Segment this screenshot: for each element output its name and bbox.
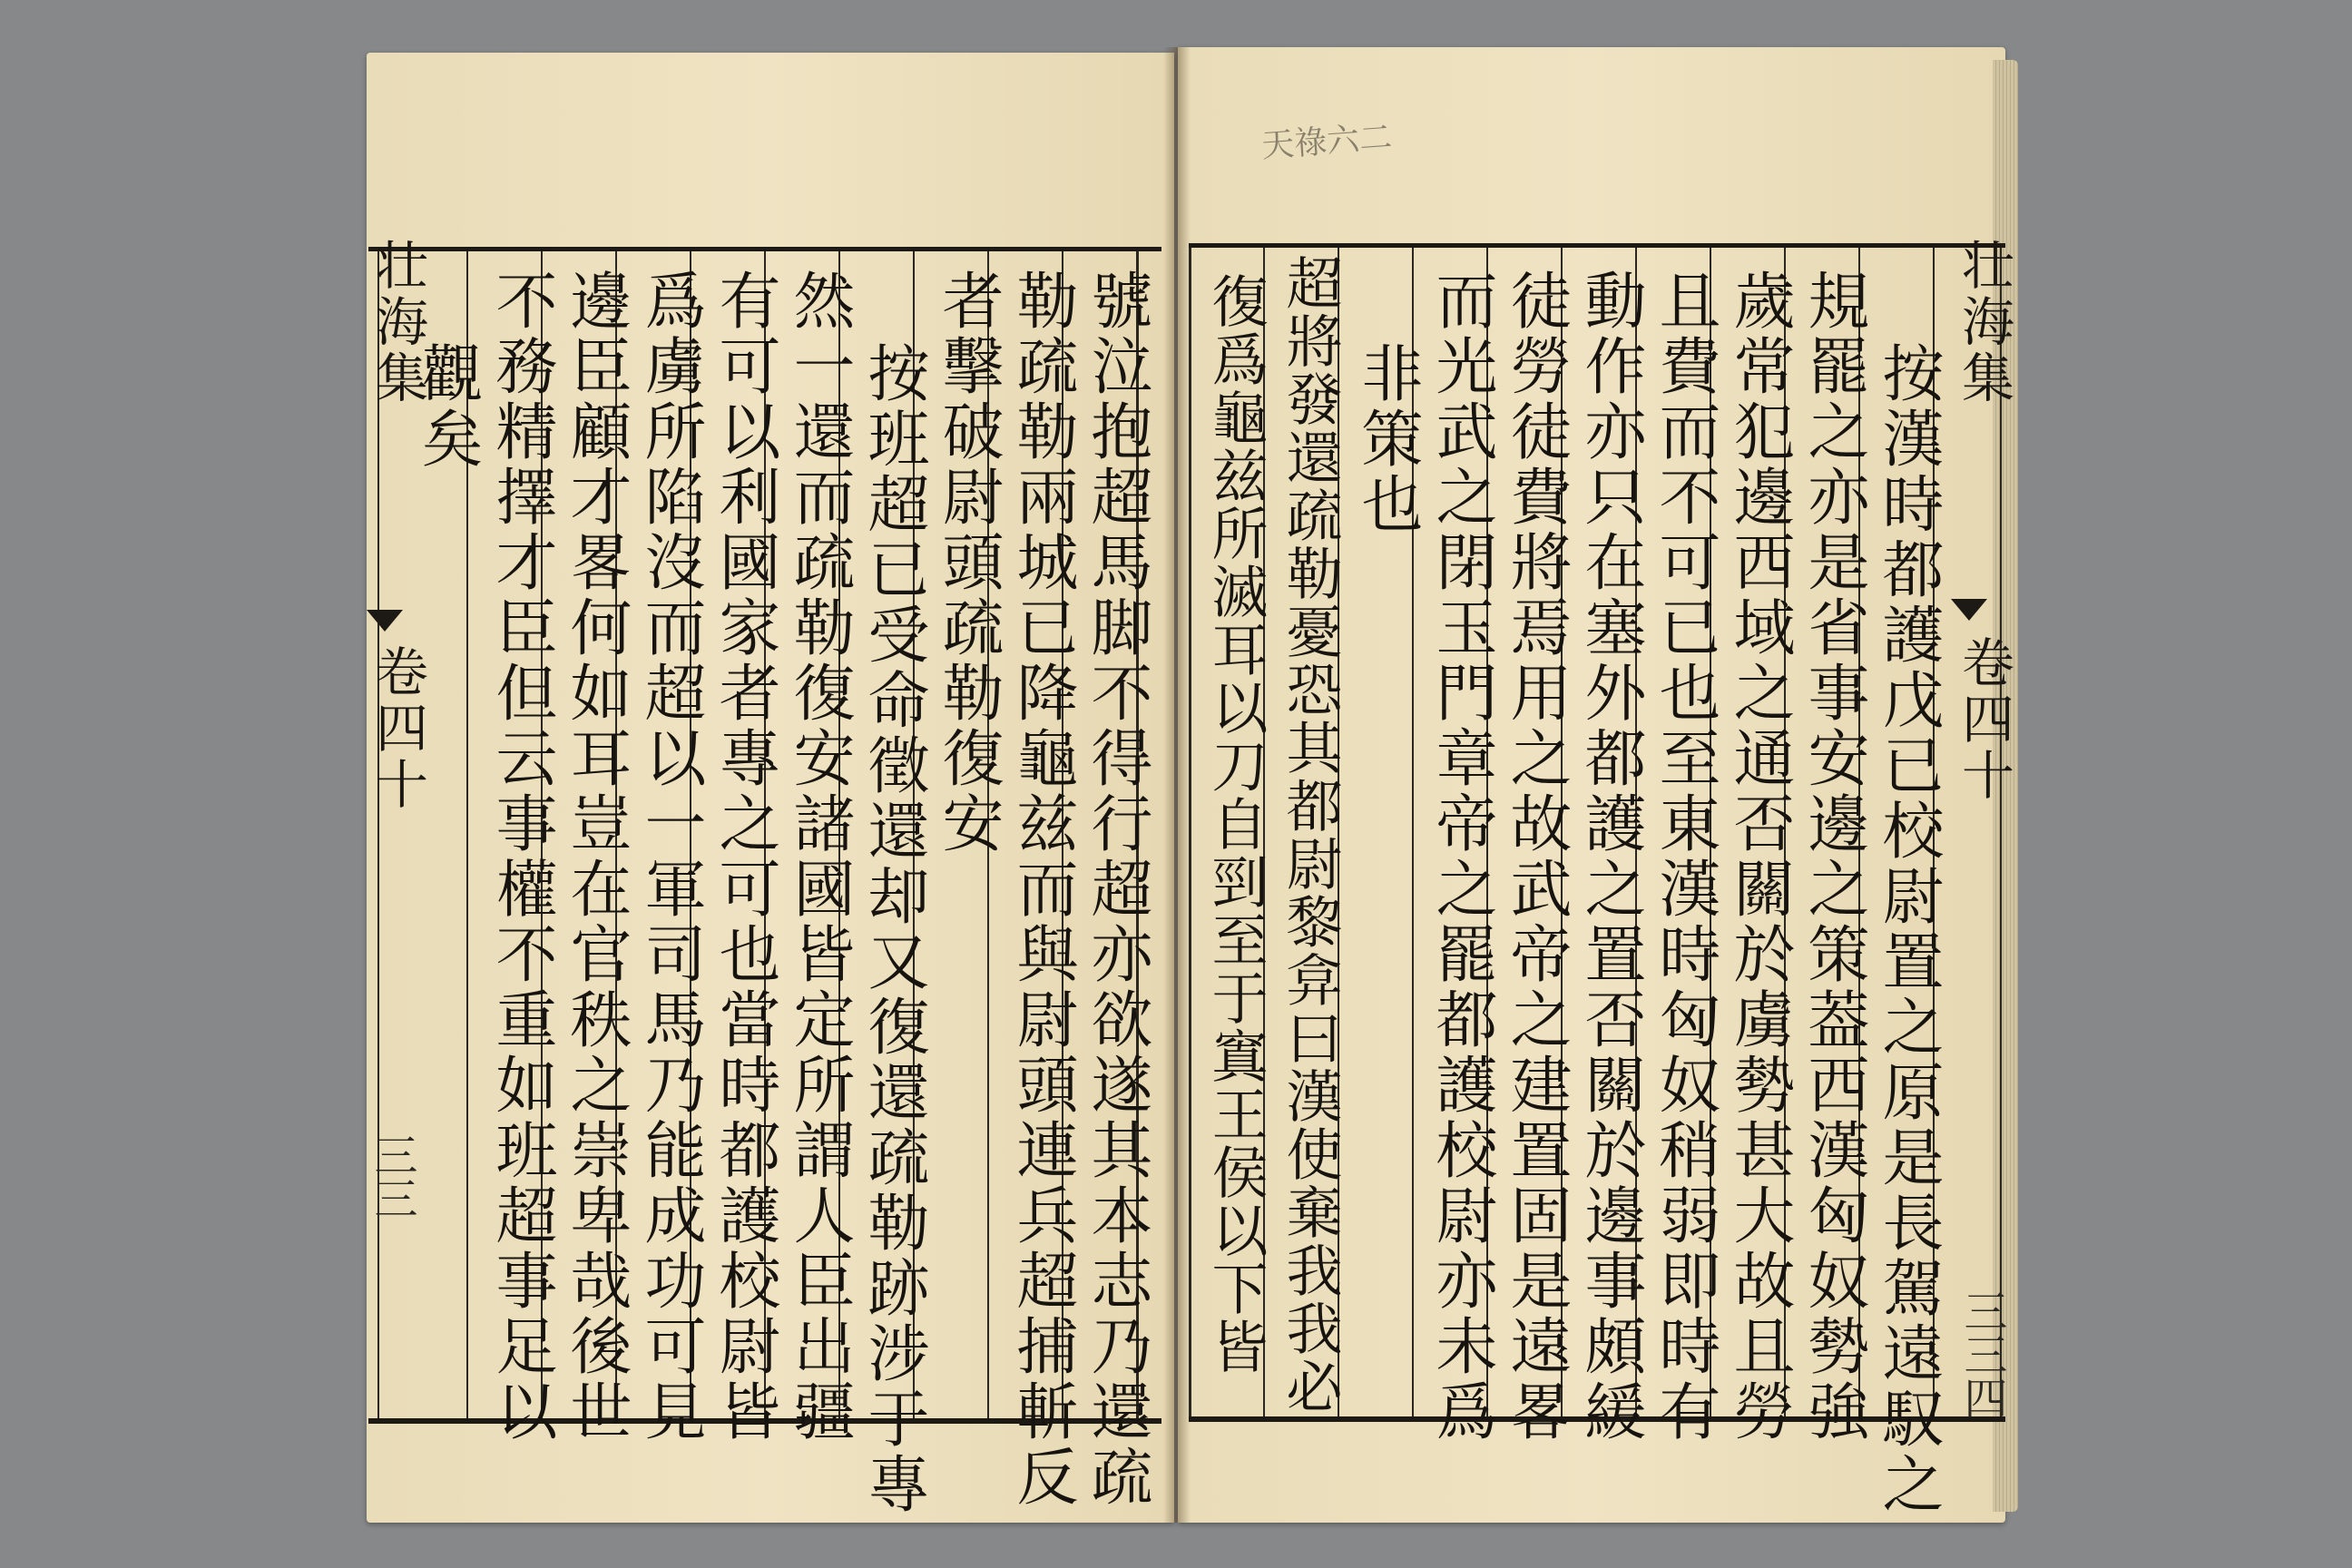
text-column: 號泣抱超馬脚不得行超亦欲遂其本志乃還疏: [1081, 269, 1152, 1510]
text-column: 而光武之閉玉門章帝之罷都護校尉亦未爲: [1426, 269, 1497, 1445]
text-column: 歲常犯邊西域之通否關於虜勢甚大故且勞: [1723, 269, 1795, 1445]
left-fold-volume: 卷四十: [367, 644, 428, 813]
right-fold-title: 壮海集: [1953, 238, 2014, 407]
text-column: 有可以利國家者專之可也當時都護校尉皆: [709, 269, 780, 1445]
text-column: 然一還而疏勒復安諸國皆定所謂人臣出疆: [783, 269, 855, 1445]
text-column: 者擊破尉頭疏勒復安: [932, 269, 1004, 857]
book-gutter: [1163, 47, 1191, 1523]
text-column: 不務精擇才臣但云事權不重如班超事足以: [485, 269, 557, 1445]
text-column: 邊臣顧才畧何如耳豈在官秩之崇卑哉後世: [560, 269, 632, 1445]
top-stamp: 天祿六二: [1259, 119, 1394, 165]
text-column: 按漢時都護戊已校尉置之原是長駕遠馭之: [1872, 341, 1944, 1517]
right-page-number: 三三四: [1956, 1289, 2007, 1419]
left-page-number: 三三: [367, 1132, 417, 1220]
text-column: 超將發還疏勒憂恐其都尉黎弇曰漢使棄我我必: [1277, 254, 1343, 1416]
text-column: 規罷之亦是省事安邊之策葢西漢匈奴勢強: [1798, 269, 1869, 1445]
text-column: 動作亦只在塞外都護之置否關於邊事頗緩: [1574, 269, 1646, 1445]
text-column: 爲虜所陷沒而超以一軍司馬乃能成功可見: [634, 269, 706, 1445]
text-column: 勒疏勒兩城已降龜兹而與尉頭連兵超捕斬反: [1006, 269, 1078, 1510]
text-column: 非策也: [1351, 341, 1423, 537]
left-fold-title: 壮海集: [367, 238, 428, 407]
right-fold-volume: 卷四十: [1953, 635, 2014, 804]
text-column: 復爲龜兹所滅耳以刀自剄至于窴王侯以下皆: [1202, 272, 1269, 1376]
text-column: 按班超已受命徵還却又復還疏勒跡涉于專: [858, 341, 929, 1517]
text-column: 觀矣: [411, 341, 483, 472]
text-column: 徒勞徒費將焉用之故武帝之建置固是遠畧: [1500, 269, 1572, 1445]
text-column: 且費而不可已也至東漢時匈奴稍弱即時有: [1649, 269, 1720, 1445]
